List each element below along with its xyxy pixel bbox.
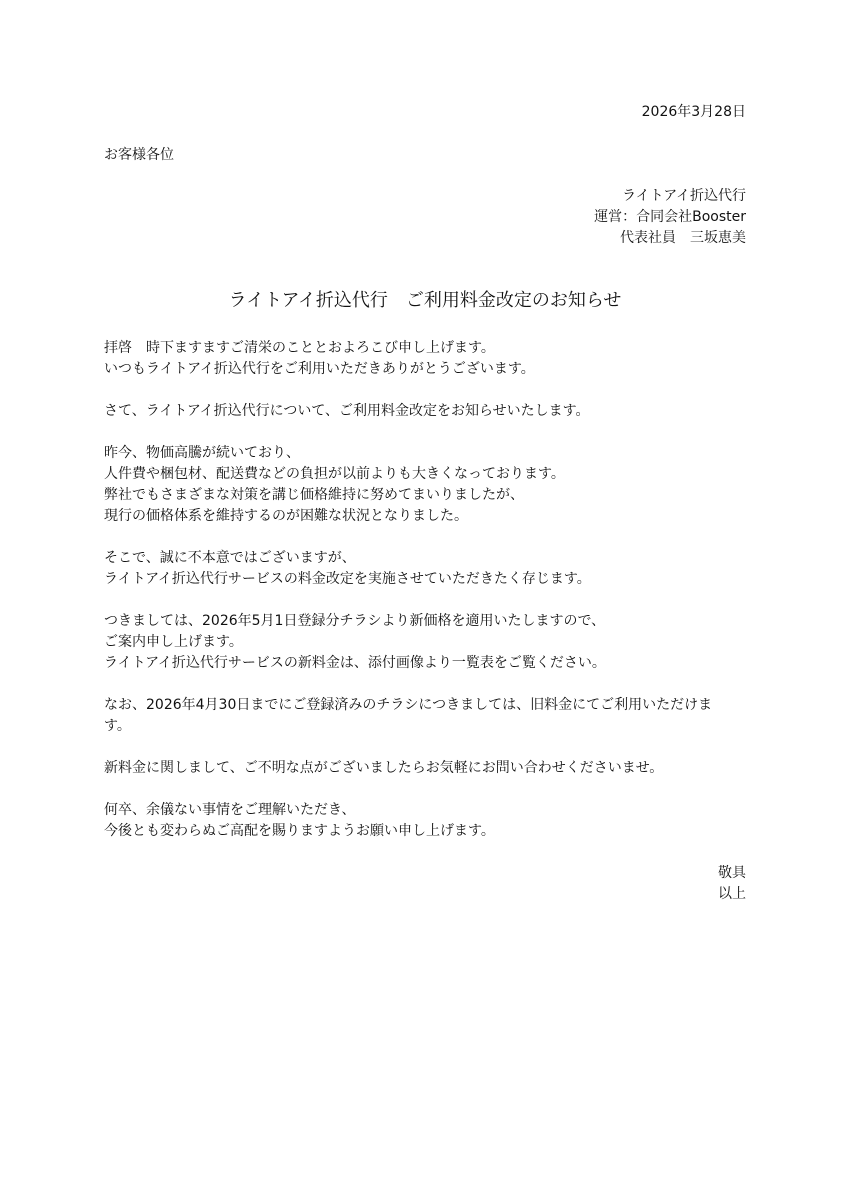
decision-line-1: そこで、誠に不本意ではございますが、 <box>104 550 356 566</box>
greeting-line-1: 拝啓 時下ますますご清栄のこととおよろこび申し上げます。 <box>104 340 495 356</box>
reason-line-4: 現行の価格体系を維持するのが困難な状況となりました。 <box>104 508 468 524</box>
decision-line-2: ライトアイ折込代行サービスの料金改定を実施させていただきたく存じます。 <box>104 571 591 587</box>
note-line-2: す。 <box>104 718 131 734</box>
page-title: ライトアイ折込代行 ご利用料金改定のお知らせ <box>228 290 622 311</box>
addressee: お客様各位 <box>104 147 174 163</box>
intro-line: さて、ライトアイ折込代行について、ご利用料金改定をお知らせいたします。 <box>104 403 590 419</box>
sender-representative: 代表社員 三坂恵美 <box>620 230 746 246</box>
letter-date: 2026年3月28日 <box>641 104 746 120</box>
sign-off-keigu: 敬具 <box>718 865 746 881</box>
schedule-line-1: つきましては、2026年5月1日登録分チラシより新価格を適用いたしますので、 <box>104 613 606 629</box>
closing-line-1: 何卒、余儀ない事情をご理解いただき、 <box>104 802 356 818</box>
sender-operator: 運営：合同会社Booster <box>594 209 746 225</box>
schedule-line-3: ライトアイ折込代行サービスの新料金は、添付画像より一覧表をご覧ください。 <box>104 655 606 671</box>
reason-line-2: 人件費や梱包材、配送費などの負担が以前よりも大きくなっております。 <box>104 466 565 482</box>
schedule-line-2: ご案内申し上げます。 <box>104 634 243 650</box>
inquiry-line: 新料金に関しまして、ご不明な点がございましたらお気軽にお問い合わせくださいませ。 <box>104 760 664 776</box>
closing-line-2: 今後とも変わらぬご高配を賜りますようお願い申し上げます。 <box>104 823 495 839</box>
greeting-line-2: いつもライトアイ折込代行をご利用いただきありがとうございます。 <box>104 361 535 377</box>
reason-line-3: 弊社でもさまざまな対策を講じ価格維持に努めてまいりましたが、 <box>104 487 524 503</box>
sender-service: ライトアイ折込代行 <box>622 188 746 204</box>
reason-line-1: 昨今、物価高騰が続いており、 <box>104 445 300 461</box>
note-line-1: なお、2026年4月30日までにご登録済みのチラシにつきましては、旧料金にてご利用いただけま <box>104 697 713 713</box>
sign-off-ijou: 以上 <box>718 886 746 902</box>
